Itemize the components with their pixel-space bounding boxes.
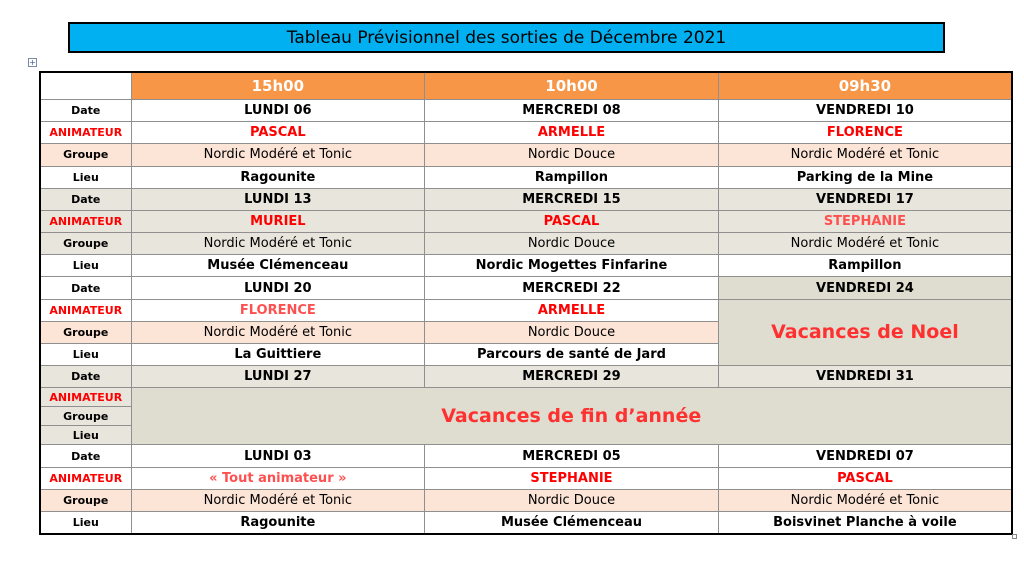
animateur-cell: ARMELLE	[425, 299, 719, 321]
lieu-cell: Nordic Mogettes Finfarine	[425, 255, 719, 277]
lieu-cell: La Guittiere	[131, 344, 425, 366]
table-row	[40, 210, 1012, 232]
lieu-cell: Parking de la Mine	[718, 166, 1012, 188]
row-label-lieu: Lieu	[40, 512, 131, 534]
lieu-cell: Rampillon	[718, 255, 1012, 277]
schedule-table	[39, 71, 1013, 535]
groupe-cell: Nordic Douce	[425, 233, 719, 255]
header-time-1: 15h00	[131, 72, 425, 99]
lieu-cell: Ragounite	[131, 166, 425, 188]
row-label-groupe: Groupe	[40, 489, 131, 511]
row-label-animateur: ANIMATEUR	[40, 210, 131, 232]
date-cell: MERCREDI 08	[425, 99, 719, 121]
date-cell: LUNDI 06	[131, 99, 425, 121]
animateur-cell: MURIEL	[131, 210, 425, 232]
row-label-lieu: Lieu	[40, 166, 131, 188]
table-row	[40, 512, 1012, 534]
animateur-cell: PASCAL	[718, 467, 1012, 489]
row-label-date: Date	[40, 277, 131, 299]
date-cell: LUNDI 20	[131, 277, 425, 299]
row-label-animateur: ANIMATEUR	[40, 388, 131, 407]
row-label-date: Date	[40, 188, 131, 210]
table-row	[40, 467, 1012, 489]
table-move-handle-icon[interactable]: +	[29, 58, 36, 67]
groupe-cell: Nordic Modéré et Tonic	[131, 489, 425, 511]
lieu-cell: Boisvinet Planche à voile	[718, 512, 1012, 534]
row-label-animateur: ANIMATEUR	[40, 299, 131, 321]
row-label-lieu: Lieu	[40, 344, 131, 366]
table-row	[40, 388, 1012, 407]
table-resize-handle[interactable]	[1012, 534, 1017, 539]
lieu-cell: Parcours de santé de Jard	[425, 344, 719, 366]
lieu-cell: Musée Clémenceau	[131, 255, 425, 277]
row-label-lieu: Lieu	[40, 255, 131, 277]
date-cell: MERCREDI 29	[425, 366, 719, 388]
row-label-groupe: Groupe	[40, 144, 131, 166]
row-label-animateur: ANIMATEUR	[40, 122, 131, 144]
date-cell: LUNDI 27	[131, 366, 425, 388]
groupe-cell: Nordic Modéré et Tonic	[131, 144, 425, 166]
row-label-date: Date	[40, 445, 131, 467]
table-row	[40, 233, 1012, 255]
table-row	[40, 166, 1012, 188]
table-row	[40, 144, 1012, 166]
groupe-cell: Nordic Douce	[425, 489, 719, 511]
groupe-cell: Nordic Modéré et Tonic	[131, 321, 425, 343]
animateur-cell: FLORENCE	[131, 299, 425, 321]
header-row	[40, 72, 1012, 99]
lieu-cell: Musée Clémenceau	[425, 512, 719, 534]
groupe-cell: Nordic Modéré et Tonic	[718, 489, 1012, 511]
date-cell: VENDREDI 24	[718, 277, 1012, 299]
date-cell: VENDREDI 31	[718, 366, 1012, 388]
groupe-cell: Nordic Douce	[425, 321, 719, 343]
date-cell: VENDREDI 10	[718, 99, 1012, 121]
animateur-cell: PASCAL	[131, 122, 425, 144]
row-label-date: Date	[40, 99, 131, 121]
table-row	[40, 188, 1012, 210]
holiday-fin-annee: Vacances de fin d’année	[131, 388, 1012, 445]
table-row	[40, 489, 1012, 511]
table-row	[40, 99, 1012, 121]
animateur-cell: STEPHANIE	[718, 210, 1012, 232]
table-row	[40, 445, 1012, 467]
date-cell: MERCREDI 15	[425, 188, 719, 210]
animateur-cell: « Tout animateur »	[131, 467, 425, 489]
date-cell: LUNDI 13	[131, 188, 425, 210]
table-row	[40, 255, 1012, 277]
header-time-3: 09h30	[718, 72, 1012, 99]
holiday-noel: Vacances de Noel	[718, 299, 1012, 366]
table-row	[40, 366, 1012, 388]
row-label-date: Date	[40, 366, 131, 388]
animateur-cell: FLORENCE	[718, 122, 1012, 144]
groupe-cell: Nordic Modéré et Tonic	[718, 233, 1012, 255]
table-row	[40, 122, 1012, 144]
row-label-groupe: Groupe	[40, 321, 131, 343]
table-row	[40, 299, 1012, 321]
groupe-cell: Nordic Modéré et Tonic	[718, 144, 1012, 166]
lieu-cell: Ragounite	[131, 512, 425, 534]
groupe-cell: Nordic Modéré et Tonic	[131, 233, 425, 255]
header-time-2: 10h00	[425, 72, 719, 99]
animateur-cell: ARMELLE	[425, 122, 719, 144]
groupe-cell: Nordic Douce	[425, 144, 719, 166]
table-row	[40, 277, 1012, 299]
row-label-lieu: Lieu	[40, 426, 131, 445]
row-label-groupe: Groupe	[40, 407, 131, 426]
date-cell: LUNDI 03	[131, 445, 425, 467]
date-cell: VENDREDI 17	[718, 188, 1012, 210]
header-corner	[40, 72, 131, 99]
page-title: Tableau Prévisionnel des sorties de Décembre 2021	[68, 22, 945, 53]
date-cell: VENDREDI 07	[718, 445, 1012, 467]
animateur-cell: PASCAL	[425, 210, 719, 232]
animateur-cell: STEPHANIE	[425, 467, 719, 489]
date-cell: MERCREDI 22	[425, 277, 719, 299]
row-label-animateur: ANIMATEUR	[40, 467, 131, 489]
row-label-groupe: Groupe	[40, 233, 131, 255]
lieu-cell: Rampillon	[425, 166, 719, 188]
date-cell: MERCREDI 05	[425, 445, 719, 467]
